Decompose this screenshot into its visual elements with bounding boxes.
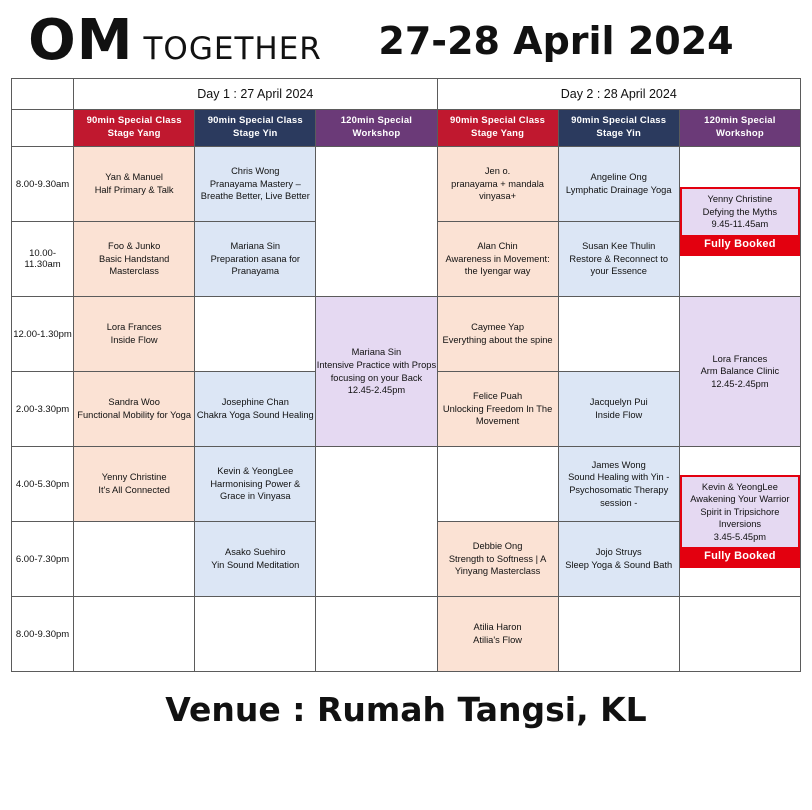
workshop-detail-1: Yenny Christine Defying the Myths 9.45-11.45am <box>702 194 778 230</box>
corner-cell <box>12 79 74 110</box>
session-d2-workshop-1[interactable] <box>679 147 800 297</box>
time-slot-1: 8.00-9.30am <box>12 147 74 222</box>
event-dates: 27-28 April 2024 <box>378 19 734 63</box>
session-d1-yin-1[interactable]: Chris Wong Pranayama Mastery – Breathe Better, Live Better <box>195 147 316 222</box>
session-d2-yang-4[interactable]: Felice Puah Unlocking Freedom In The Movement <box>437 372 558 447</box>
session-d2-yin-4[interactable]: Jacquelyn Pui Inside Flow <box>558 372 679 447</box>
session-d1-yang-3[interactable]: Lora Frances Inside Flow <box>74 297 195 372</box>
status-badge-fully-booked-1: Fully Booked <box>682 235 798 254</box>
session-d1-yin-3 <box>195 297 316 372</box>
session-d2-yin-2[interactable]: Susan Kee Thulin Restore & Reconnect to your Essence <box>558 222 679 297</box>
session-d2-yang-7[interactable]: Atilia Haron Atilia's Flow <box>437 597 558 672</box>
workshop-detail-2: Kevin & YeongLee Awakening Your Warrior Spirit in Tripsichore Inversions 3.45-5.45pm <box>690 481 790 542</box>
time-slot-7: 8.00-9.30pm <box>12 597 74 672</box>
page-header <box>0 0 812 78</box>
subheader-day1-yang: 90min Special Class Stage Yang <box>74 110 195 147</box>
session-d1-workshop-7 <box>316 597 437 672</box>
session-d1-workshop-2[interactable]: Mariana Sin Intensive Practice with Props focusing on your Back 12.45-2.45pm <box>316 297 437 447</box>
session-d1-workshop-empty-1 <box>316 147 437 297</box>
subheader-day1-workshop: 120min Special Workshop <box>316 110 437 147</box>
session-d2-yang-3[interactable]: Caymee Yap Everything about the spine <box>437 297 558 372</box>
session-d1-yang-4[interactable]: Sandra Woo Functional Mobility for Yoga <box>74 372 195 447</box>
subheader-day2-yang: 90min Special Class Stage Yang <box>437 110 558 147</box>
time-slot-6: 6.00-7.30pm <box>12 522 74 597</box>
session-d2-yin-3 <box>558 297 679 372</box>
session-d1-yang-7 <box>74 597 195 672</box>
session-d2-yang-1[interactable]: Jen o. pranayama + mandala vinyasa+ <box>437 147 558 222</box>
table-row <box>12 597 801 672</box>
session-d2-workshop-3[interactable] <box>679 447 800 597</box>
session-d1-yang-6 <box>74 522 195 597</box>
session-d1-yin-4[interactable]: Josephine Chan Chakra Yoga Sound Healing <box>195 372 316 447</box>
table-row <box>12 147 801 222</box>
subheader-day2-yin: 90min Special Class Stage Yin <box>558 110 679 147</box>
session-d1-yang-2[interactable]: Foo & Junko Basic Handstand Masterclass <box>74 222 195 297</box>
time-slot-2: 10.00-11.30am <box>12 222 74 297</box>
session-d2-yin-7 <box>558 597 679 672</box>
workshop-booked-box-2[interactable] <box>680 475 800 569</box>
subheader-day2-workshop: 120min Special Workshop <box>679 110 800 147</box>
session-d1-yin-5[interactable]: Kevin & YeongLee Harmonising Power & Grace in Vinyasa <box>195 447 316 522</box>
brand-logo <box>0 8 340 73</box>
time-slot-3: 12.00-1.30pm <box>12 297 74 372</box>
logo-together-text: TOGETHER <box>143 31 322 67</box>
session-d1-workshop-empty-2 <box>316 447 437 597</box>
table-row <box>12 447 801 522</box>
time-slot-4: 2.00-3.30pm <box>12 372 74 447</box>
status-badge-fully-booked-2: Fully Booked <box>682 547 798 566</box>
session-d1-yang-1[interactable]: Yan & Manuel Half Primary & Talk <box>74 147 195 222</box>
session-d2-workshop-7 <box>679 597 800 672</box>
day2-header: Day 2 : 28 April 2024 <box>437 79 801 110</box>
session-d2-yang-5 <box>437 447 558 522</box>
table-row <box>12 297 801 372</box>
session-d2-yang-6[interactable]: Debbie Ong Strength to Softness | A Yinyang Masterclass <box>437 522 558 597</box>
table-row-stage-headers <box>12 110 801 147</box>
session-d1-yin-2[interactable]: Mariana Sin Preparation asana for Pranayama <box>195 222 316 297</box>
session-d2-workshop-2[interactable]: Lora Frances Arm Balance Clinic 12.45-2.45pm <box>679 297 800 447</box>
day1-header: Day 1 : 27 April 2024 <box>74 79 437 110</box>
session-d2-yang-2[interactable]: Alan Chin Awareness in Movement: the Iyengar way <box>437 222 558 297</box>
time-slot-5: 4.00-5.30pm <box>12 447 74 522</box>
table-row-day-headers <box>12 79 801 110</box>
session-d1-yin-7 <box>195 597 316 672</box>
venue-footer: Venue : Rumah Tangsi, KL <box>165 690 647 729</box>
session-d1-yang-5[interactable]: Yenny Christine It's All Connected <box>74 447 195 522</box>
corner-cell-2 <box>12 110 74 147</box>
session-d2-yin-6[interactable]: Jojo Struys Sleep Yoga & Sound Bath <box>558 522 679 597</box>
session-d2-yin-5[interactable]: James Wong Sound Healing with Yin - Psychosomatic Therapy session - <box>558 447 679 522</box>
workshop-booked-box-1[interactable] <box>680 187 800 256</box>
logo-om-text: OM <box>28 8 134 73</box>
subheader-day1-yin: 90min Special Class Stage Yin <box>195 110 316 147</box>
session-d1-yin-6[interactable]: Asako Suehiro Yin Sound Meditation <box>195 522 316 597</box>
session-d2-yin-1[interactable]: Angeline Ong Lymphatic Drainage Yoga <box>558 147 679 222</box>
schedule-table <box>11 78 801 672</box>
